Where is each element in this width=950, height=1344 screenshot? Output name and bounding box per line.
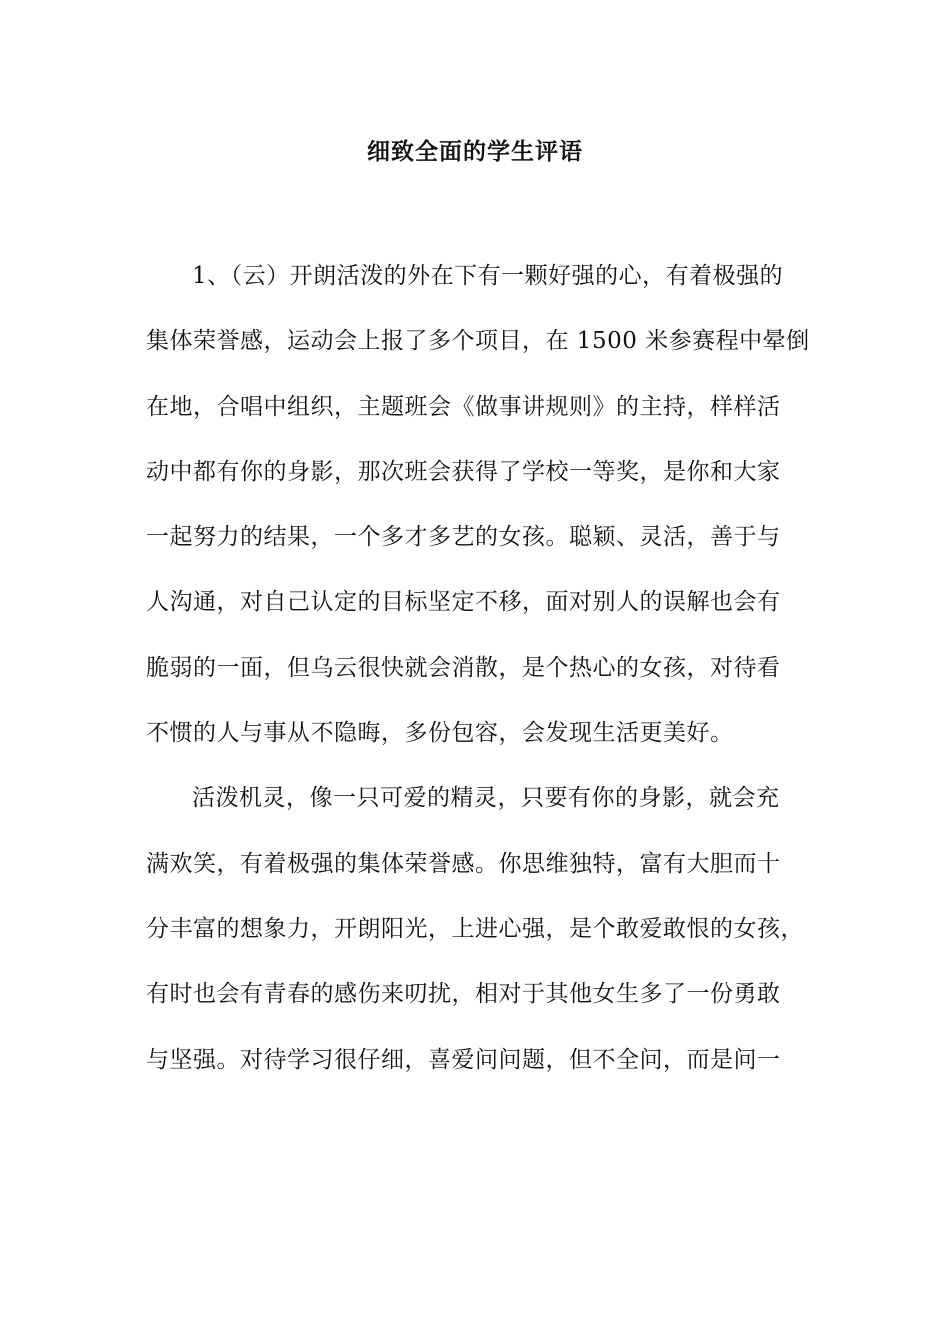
paragraph-1-line-2: 集体荣誉感，运动会上报了多个项目，在 1500 米参赛程中晕倒 xyxy=(146,328,810,355)
paragraph-1-line-4: 动中都有你的身影，那次班会获得了学校一等奖，是你和大家 xyxy=(146,458,781,485)
paragraph-1-line-5: 一起努力的结果，一个多才多艺的女孩。聪颖、灵活，善于与 xyxy=(146,524,781,551)
paragraph-1-line-1: 1、（云）开朗活泼的外在下有一颗好强的心，有着极强的 xyxy=(192,263,784,289)
paragraph-1-line-6: 人沟通，对自己认定的目标坚定不移，面对别人的误解也会有 xyxy=(146,589,781,616)
paragraph-1-line-7: 脆弱的一面，但乌云很快就会消散，是个热心的女孩，对待看 xyxy=(146,654,781,681)
document-body xyxy=(146,254,826,1103)
paragraph-2-line-1: 活泼机灵，像一只可爱的精灵，只要有你的身影，就会充 xyxy=(192,785,780,812)
paragraph-1-line-3: 在地，合唱中组织，主题班会《做事讲规则》的主持，样样活 xyxy=(146,393,781,420)
paragraph-2-line-3: 分丰富的想象力，开朗阳光，上进心强，是个敢爱敢恨的女孩， xyxy=(146,915,804,942)
paragraph-1-line-8: 不惯的人与事从不隐晦，多份包容，会发现生活更美好。 xyxy=(146,720,734,747)
paragraph-2-line-4: 有时也会有青春的感伤来叨扰，相对于其他女生多了一份勇敢 xyxy=(146,981,781,1008)
paragraph-2-line-5: 与坚强。对待学习很仔细，喜爱问问题，但不全问，而是问一 xyxy=(146,1046,781,1073)
paragraph-2-line-2: 满欢笑，有着极强的集体荣誉感。你思维独特，富有大胆而十 xyxy=(146,850,781,877)
document-title: 细致全面的学生评语 xyxy=(367,138,583,165)
